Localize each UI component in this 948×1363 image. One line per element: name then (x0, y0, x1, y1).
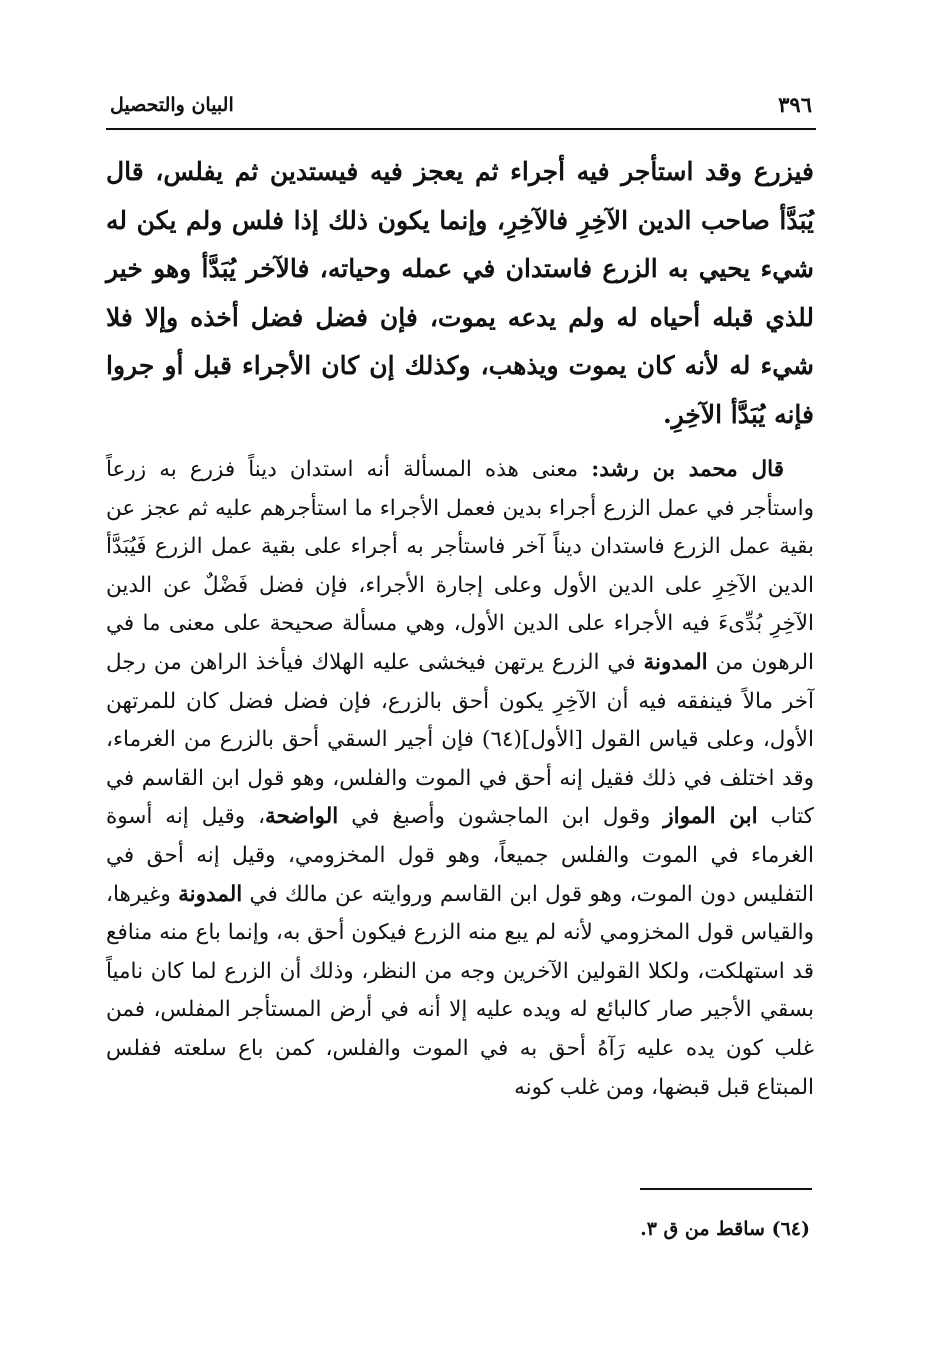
book-ref-mudawwana-1: المدونة (643, 649, 708, 675)
footnote: (٦٤) ساقط من ق ٣. (640, 1218, 810, 1240)
page-header (106, 88, 816, 130)
book-ref-mudawwana-2: المدونة (178, 881, 243, 907)
book-ref-wadiha: الواضحة (265, 804, 339, 830)
commentary-text-5: وغيرها، والقياس قول المخزومي لأنه لم يبع منه الزرع فيكون أحق به، وإنما باع منه منافع قد استهلكت، ولكلا القولين الآخرين وجه من النظر، وذلك أن الزرع لما كان نامياً بسقي الأجير صار كالبائع له ويده عليه إلا أنه في أرض المستأجر المفلس، فمن غلب كون يده عليه رَآهُ أحق به في الموت والفلس، كمن باع سلعته ففلس المبتاع قبل قبضها، ومن غلب كونه (106, 881, 814, 1100)
paragraph-commentary (106, 451, 814, 1107)
main-text (106, 148, 814, 1107)
book-ref-ibn-al-mawwaz: ابن المواز (663, 804, 758, 830)
commentary-text-2: في الزرع يرتهن فيخشى عليه الهلاك فيأخذ الراهن من رجل آخر مالاً فينفقه فيه أن الآخِرِ يكون أحق بالزرع، فإن فضل فضل كان للمرتهن الأول، وعلى قياس القول [الأول](٦٤) فإن أجير السقي أحق بالزرع من الغرماء، وقد اختلف في ذلك فقيل إنه أحق في الموت والفلس، وهو قول ابن القاسم في كتاب (106, 649, 815, 830)
commentary-text-3: وقول ابن الماجشون وأصبغ في (338, 804, 664, 830)
commentary-lead: قال محمد بن رشد: (591, 457, 784, 482)
footnote-divider (640, 1188, 812, 1190)
running-title: البيان والتحصيل (110, 94, 234, 116)
commentary-text-4: ، وقيل إنه أسوة الغرماء في الموت والفلس جميعاً، وهو قول المخزومي، وقيل إنه أحق في التفليس دون الموت، وهو قول ابن القاسم وروايته عن مالك في (106, 804, 815, 907)
commentary-text-1: معنى هذه المسألة أنه استدان ديناً فزرع به زرعاً واستأجر في عمل الزرع أجراء بدين فعمل الأجراء ما استأجرهم عليه ثم عجز عن بقية عمل الزرع فاستدان ديناً آخر فاستأجر به أجراء على بقية عمل الزرع فَيُبَدَّأ الدين الآخِرِ على الدين الأول وعلى إجارة الأجراء، فإن فضل فَضْلٌ عن الدين الآخِرِ بُدِّىءَ فيه الأجراء على الدين الأول، وهي مسألة صحيحة على معنى ما في الرهون من (106, 457, 814, 675)
paragraph-question: فيزرع وقد استأجر فيه أجراء ثم يعجز فيه فيستدين ثم يفلس، قال يُبَدَّأ صاحب الدين الآخِرِ فالآخِرِ، وإنما يكون ذلك إذا فلس ولم يكن له شيء يحيي به الزرع فاستدان في عمله وحياته، فالآخر يُبَدَّأ وهو خير للذي قبله أحياه له ولم يدعه يموت، فإن فضل فضل أخذه وإلا فلا شيء له لأنه كان يموت ويذهب، وكذلك إن كان الأجراء قبل أو جروا فإنه يُبَدَّأ الآخِرِ. (106, 157, 814, 429)
page-number: ٣٩٦ (778, 92, 812, 117)
